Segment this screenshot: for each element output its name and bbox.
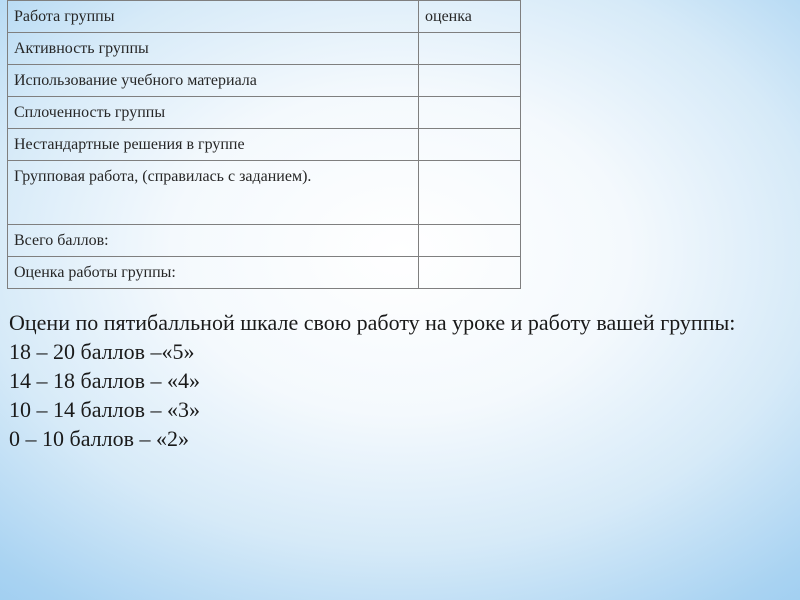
table-row bbox=[8, 97, 521, 129]
criterion-cohesion: Сплоченность группы bbox=[8, 97, 419, 129]
scale-line-grade-3: 10 – 14 баллов – «3» bbox=[9, 397, 200, 422]
group-evaluation-table bbox=[7, 0, 521, 289]
instruction-text: Оцени по пятибалльной шкале свою работу на уроке и работу вашей группы: bbox=[9, 310, 736, 335]
score-cell-group-work bbox=[419, 161, 521, 225]
header-criterion-cell: Работа группы bbox=[8, 1, 419, 33]
criterion-material-use: Использование учебного материала bbox=[8, 65, 419, 97]
table-row bbox=[8, 65, 521, 97]
scale-line-grade-4: 14 – 18 баллов – «4» bbox=[9, 368, 200, 393]
score-cell-creative-solutions bbox=[419, 129, 521, 161]
table-row bbox=[8, 225, 521, 257]
scale-line-grade-5: 18 – 20 баллов –«5» bbox=[9, 339, 195, 364]
criterion-group-grade: Оценка работы группы: bbox=[8, 257, 419, 289]
table-row bbox=[8, 129, 521, 161]
score-cell-total-points bbox=[419, 225, 521, 257]
table-row bbox=[8, 33, 521, 65]
score-cell-activity bbox=[419, 33, 521, 65]
table-row bbox=[8, 257, 521, 289]
table-header-row bbox=[8, 1, 521, 33]
score-cell-group-grade bbox=[419, 257, 521, 289]
criterion-activity: Активность группы bbox=[8, 33, 419, 65]
grading-instructions bbox=[9, 308, 799, 453]
criterion-total-points: Всего баллов: bbox=[8, 225, 419, 257]
table-row bbox=[8, 161, 521, 225]
score-cell-cohesion bbox=[419, 97, 521, 129]
criterion-group-work: Групповая работа, (справилась с заданием). bbox=[8, 161, 419, 225]
header-score-cell: оценка bbox=[419, 1, 521, 33]
score-cell-material-use bbox=[419, 65, 521, 97]
scale-line-grade-2: 0 – 10 баллов – «2» bbox=[9, 426, 189, 451]
criterion-creative-solutions: Нестандартные решения в группе bbox=[8, 129, 419, 161]
